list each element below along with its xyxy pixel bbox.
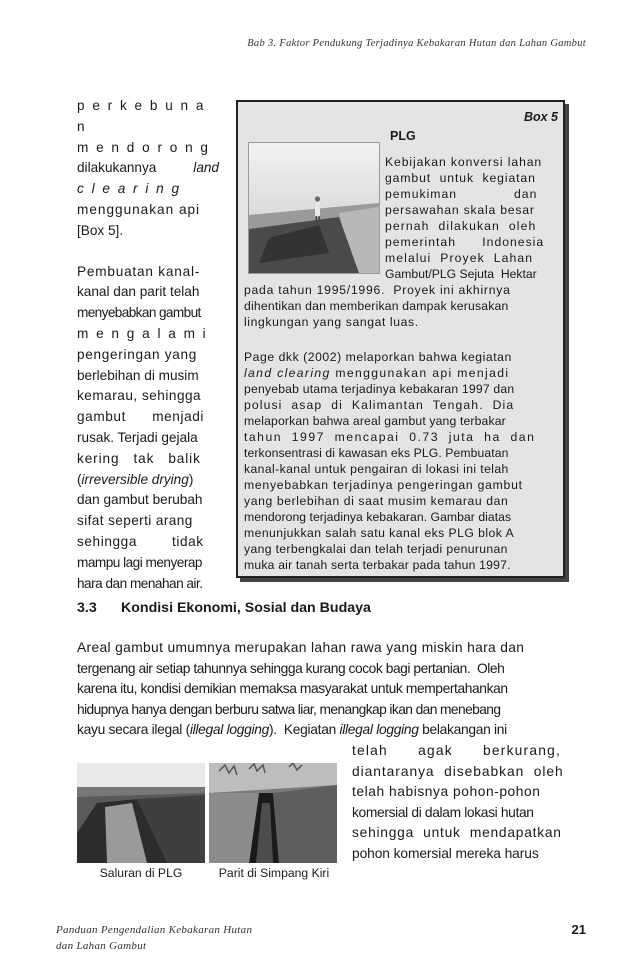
text-line: kanal dan parit telah — [77, 284, 200, 300]
body-line: diantaranya disebabkan oleh — [352, 763, 564, 779]
text-line: menyebabkan gambut — [77, 305, 201, 321]
body-line: hidupnya hanya dengan berburu satwa liar, menangkap ikan dan menebang — [77, 701, 501, 717]
body-paragraph-right — [352, 741, 564, 864]
box-line — [244, 365, 558, 381]
box-line: melalui Proyek Lahan — [385, 251, 534, 265]
box-line: persawahan skala besar — [385, 203, 535, 217]
text-line: pengeringan yang — [77, 346, 198, 362]
box-label: Box 5 — [523, 110, 558, 124]
body-line: telah agak berkurang, — [352, 743, 561, 758]
text-line: menggunakan api — [77, 201, 201, 217]
box-line: penyebab utama terjadinya kebakaran 1997 dan — [244, 382, 515, 396]
box-line: dihentikan dan memberikan dampak kerusakan — [244, 299, 509, 313]
text-line: [Box 5]. — [77, 222, 124, 238]
box-line: mendorong terjadinya kebakaran. Gambar diatas — [244, 510, 512, 524]
italic-term: illegal logging — [189, 722, 269, 737]
box-line: menunjukkan salah satu kanal eks PLG blok A — [244, 526, 515, 540]
text-line: rusak. Terjadi gejala — [77, 429, 198, 445]
box-line: polusi asap di Kalimantan Tengah. Dia — [244, 398, 515, 412]
box-line: yang berlebihan di saat musim kemarau dan — [244, 494, 509, 508]
box-line: Kebijakan konversi lahan — [385, 155, 543, 169]
footer-line: dan Lahan Gambut — [56, 940, 147, 952]
section-title: Kondisi Ekonomi, Sosial dan Budaya — [121, 600, 371, 616]
paren: ) — [188, 471, 194, 487]
text-line: kering tak balik — [77, 450, 201, 466]
text-line: berlebihan di musim — [77, 367, 199, 383]
box-line: pemerintah Indonesia — [385, 235, 545, 249]
box-paragraph-2 — [244, 282, 558, 330]
footer-line: Panduan Pengendalian Kebakaran Hutan — [56, 924, 253, 936]
text-line — [77, 158, 219, 179]
body-line: telah habisnya pohon-pohon — [352, 784, 541, 799]
body-line: tergenang air setiap tahunnya sehingga kurang cocok bagi pertanian. Oleh — [77, 660, 505, 676]
text-line: mampu lagi menyerap — [77, 554, 202, 570]
text-line: kemarau, sehingga — [77, 388, 202, 404]
text-fragment: kayu secara ilegal ( — [77, 722, 190, 737]
box-line: gambut untuk kegiatan — [385, 171, 536, 185]
box-line: kanal-kanal untuk pengairan di lokasi ini telah — [244, 462, 509, 476]
paren: ( — [77, 471, 82, 487]
text-fragment: ). Kegiatan — [269, 722, 340, 737]
box-line: pemukiman dan — [385, 187, 538, 201]
box-line: melaporkan bahwa areal gambut yang terbakar — [244, 414, 506, 428]
text-line: hara dan menahan air. — [77, 575, 203, 591]
text-line: m e n g a l a m i — [77, 325, 208, 341]
text-fragment: belakangan ini — [418, 722, 507, 737]
italic-term: land clearing — [244, 366, 331, 380]
italic-term: land — [193, 160, 219, 176]
figure-caption: Saluran di PLG — [99, 866, 183, 880]
italic-term: irreversible drying — [81, 471, 189, 487]
box-line: tahun 1997 mencapai 0.73 juta ha dan — [244, 430, 536, 444]
body-line: komersial di dalam lokasi hutan — [352, 804, 534, 820]
text-line: m e n d o r o n g — [77, 139, 210, 155]
body-line: Areal gambut umumnya merupakan lahan rawa yang miskin hara dan — [77, 640, 525, 655]
footer-title — [56, 922, 252, 954]
box-paragraph-1 — [385, 154, 557, 282]
text-line: sifat seperti arang — [77, 513, 193, 529]
text-line: p e r k e b u n a n — [77, 98, 206, 134]
saluran-plg-photo — [77, 763, 205, 863]
box-line: yang terbengkalai dan telah terjadi penurunan — [244, 542, 508, 556]
plg-canal-photo — [248, 142, 380, 274]
box-title: PLG — [390, 129, 416, 143]
box-line: pada tahun 1995/1996. Proyek ini akhirnya — [244, 283, 511, 297]
box-line: muka air tanah serta terbakar pada tahun 1997. — [244, 558, 511, 572]
body-paragraph — [77, 638, 561, 741]
text-line — [77, 470, 219, 491]
running-header: Bab 3. Faktor Pendukung Terjadinya Kebakaran Hutan dan Lahan Gambut — [247, 38, 586, 49]
italic-term: illegal logging — [339, 722, 419, 737]
box-line: lingkungan yang sangat luas. — [244, 315, 419, 329]
box-line: pernah dilakukan oleh — [385, 219, 537, 233]
text-line: Pembuatan kanal- — [77, 263, 201, 279]
parit-simpang-kiri-photo — [209, 763, 337, 863]
section-heading — [77, 600, 371, 616]
italic-term-line: c l e a r i n g — [77, 181, 182, 197]
page-number: 21 — [571, 922, 586, 937]
text-line: dan gambut berubah — [77, 492, 203, 508]
text-line: gambut menjadi — [77, 409, 205, 425]
box-line: Page dkk (2002) melaporkan bahwa kegiatan — [244, 350, 512, 364]
box-paragraph-3 — [244, 349, 558, 573]
text-line: sehingga tidak — [77, 533, 204, 549]
box-line: terkonsentrasi di kawasan eks PLG. Pembuatan — [244, 446, 509, 460]
section-number: 3.3 — [77, 600, 97, 616]
body-line — [77, 720, 561, 741]
body-line: pohon komersial mereka harus — [352, 845, 539, 861]
box-line: Gambut/PLG Sejuta Hektar — [385, 267, 537, 281]
body-line: sehingga untuk mendapatkan — [352, 825, 562, 840]
box-line: menyebabkan terjadinya pengeringan gambut — [244, 478, 523, 492]
body-line: karena itu, kondisi demikian memaksa masyarakat untuk mempertahankan — [77, 681, 508, 696]
text-fragment: dilakukannya — [77, 160, 157, 176]
text-fragment: menggunakan api menjadi — [330, 366, 510, 380]
figure-caption: Parit di Simpang Kiri — [218, 866, 330, 880]
left-column-text — [77, 96, 219, 594]
box-5-plg — [236, 100, 565, 578]
